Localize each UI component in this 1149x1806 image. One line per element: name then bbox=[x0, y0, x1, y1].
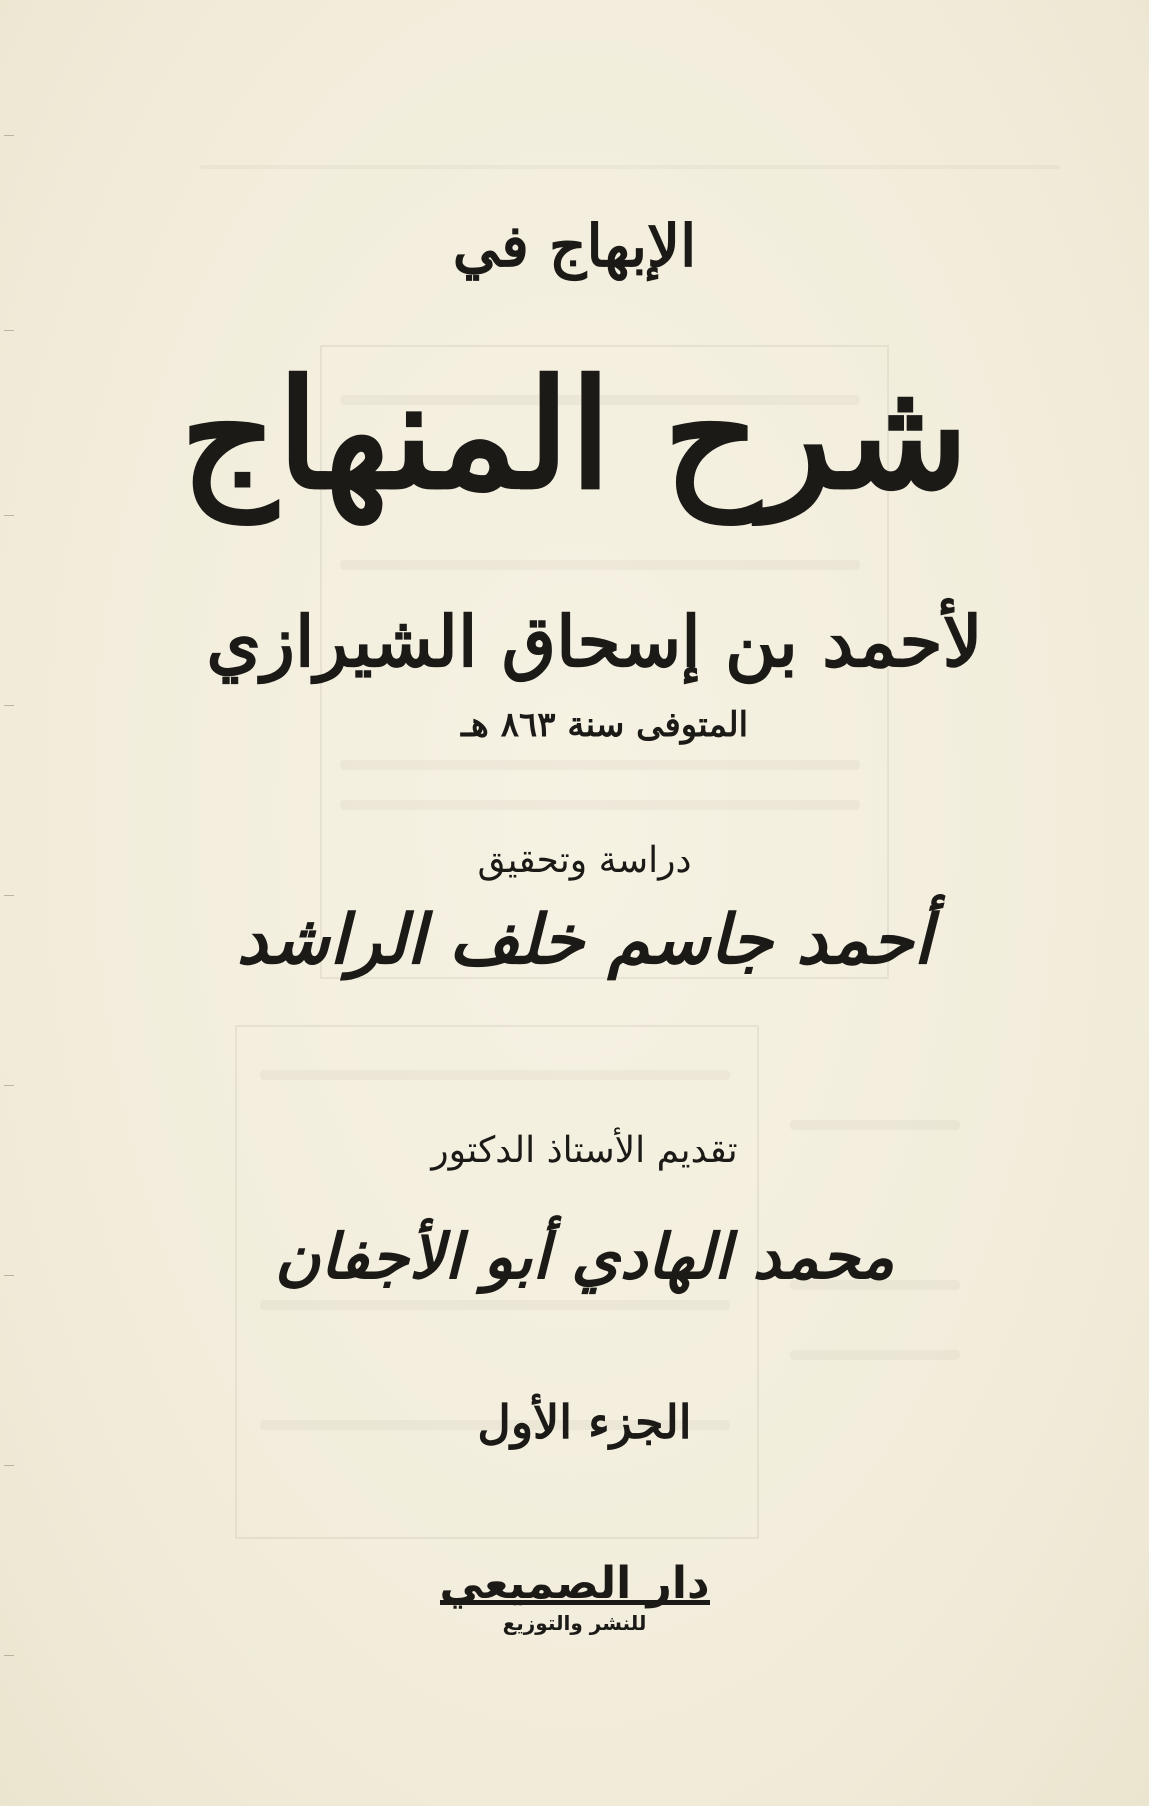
bleed-through-line bbox=[790, 1350, 960, 1360]
publisher-subtitle: للنشر والتوزيع bbox=[502, 1611, 647, 1636]
author-death-date: المتوفى سنة ٨٦٣ هـ bbox=[460, 705, 749, 745]
preface-label: تقديم الأستاذ الدكتور bbox=[431, 1130, 738, 1171]
scan-mark bbox=[4, 705, 14, 706]
bleed-through-line bbox=[340, 560, 860, 570]
main-title: شرح المنهاج bbox=[180, 347, 969, 523]
bleed-through-line bbox=[340, 800, 860, 810]
bleed-through-line bbox=[260, 1300, 730, 1310]
scan-mark bbox=[4, 135, 14, 136]
editor-name: أحمد جاسم خلف الراشد bbox=[236, 900, 933, 980]
scan-mark bbox=[4, 330, 14, 331]
bleed-through-line bbox=[790, 1120, 960, 1130]
scan-mark bbox=[4, 895, 14, 896]
scan-mark bbox=[4, 1655, 14, 1656]
volume-label: الجزء الأول bbox=[477, 1395, 692, 1449]
bleed-through-line bbox=[200, 165, 1060, 169]
bleed-through-line bbox=[260, 1070, 730, 1080]
publisher-name: دار الصميعي bbox=[439, 1558, 710, 1609]
author-name: لأحمد بن إسحاق الشيرازي bbox=[206, 600, 983, 683]
scan-mark bbox=[4, 1465, 14, 1466]
publisher-imprint bbox=[0, 1560, 1149, 1635]
title-prefix: الإبهاج في bbox=[452, 212, 697, 280]
scan-mark bbox=[4, 515, 14, 516]
presenter-name: محمد الهادي أبو الأجفان bbox=[274, 1220, 895, 1293]
bleed-through-line bbox=[340, 760, 860, 770]
study-label: دراسة وتحقيق bbox=[477, 840, 692, 881]
scan-mark bbox=[4, 1085, 14, 1086]
